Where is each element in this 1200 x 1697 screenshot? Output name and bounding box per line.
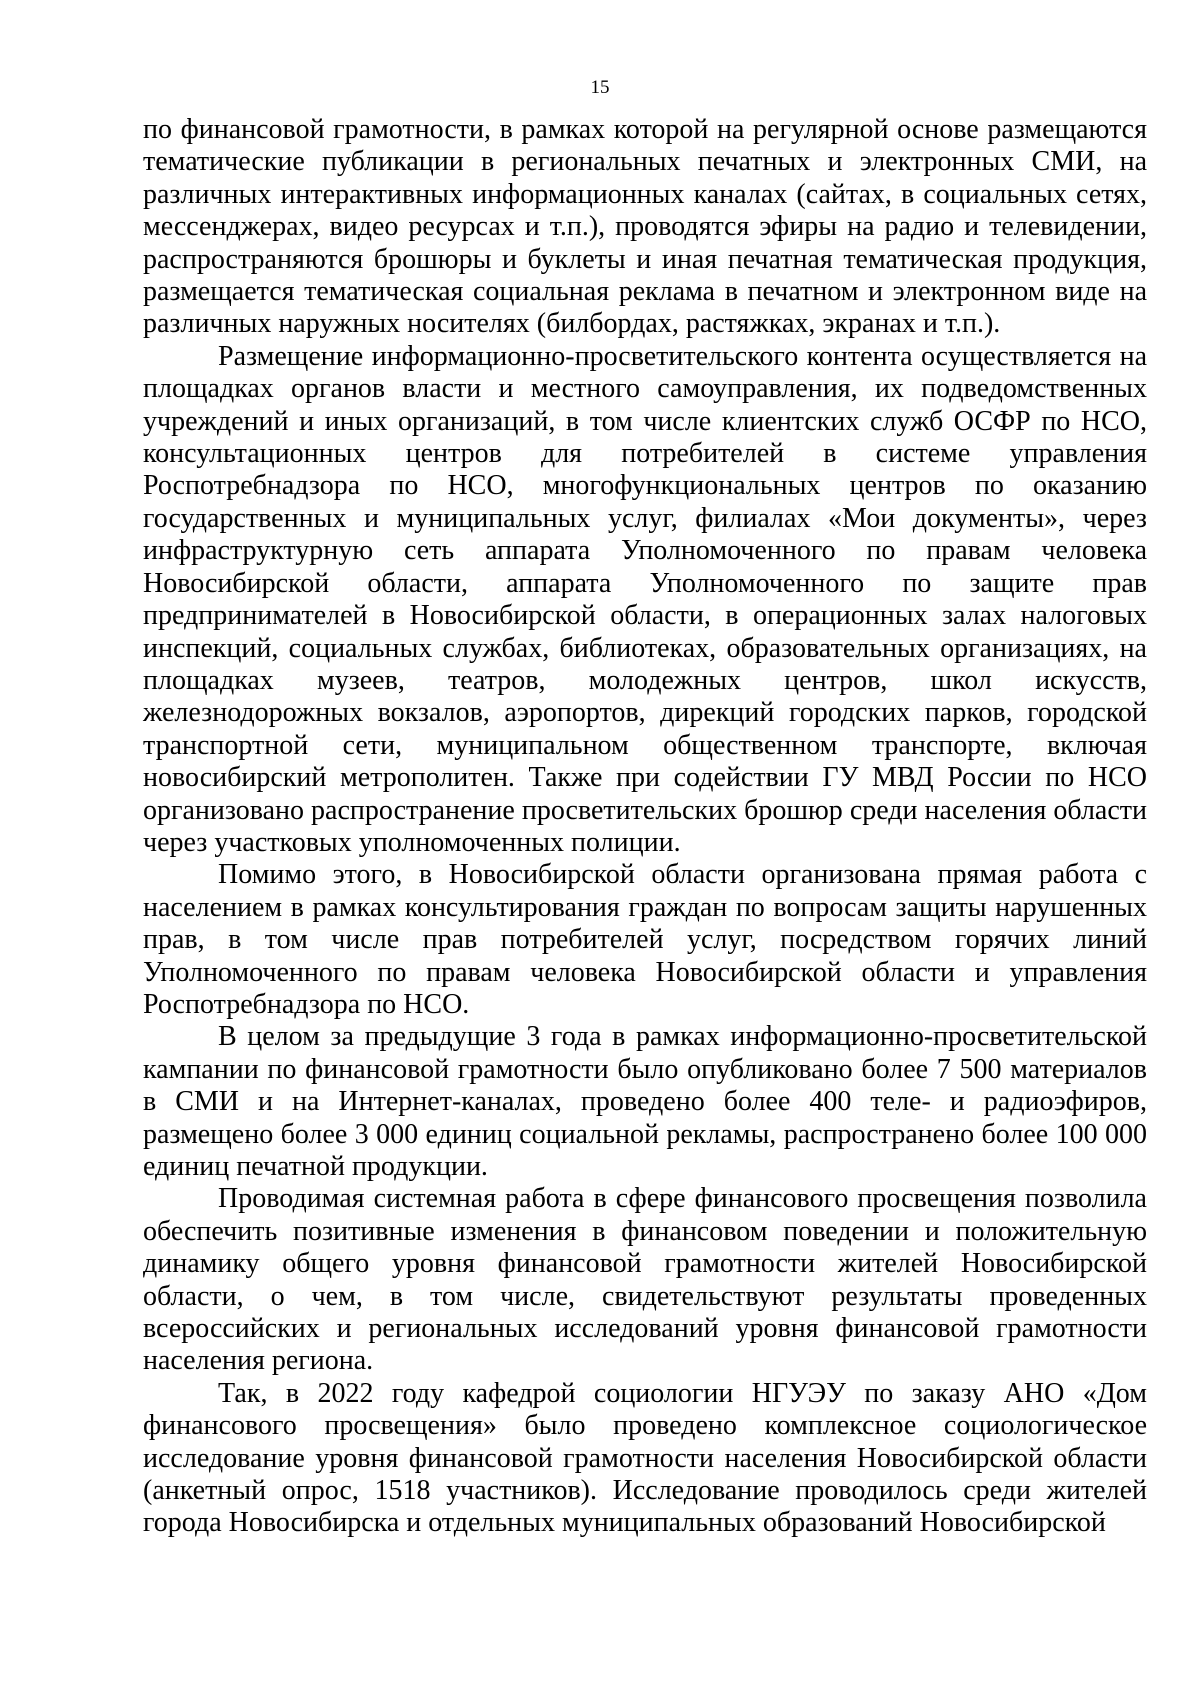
page-number: 15 bbox=[590, 77, 610, 98]
paragraph: Размещение информационно-просветительского контента осуществляется на площадках органов власти и местного самоуправления, их подведомственных учреждений и иных организаций, в том числе клиентских служб ОСФР по НСО, консультационных центров для потребителей в системе управления Роспотребнадзора по НСО, многофункциональных центров по оказанию государственных и муниципальных услуг, филиалах «Мои документы», через инфраструктурную сеть аппарата Уполномоченного по правам человека Новосибирской области, аппарата Уполномоченного по защите прав предпринимателей в Новосибирской области, в операционных залах налоговых инспекций, социальных службах, библиотеках, образовательных организациях, на площадках музеев, театров, молодежных центров, школ искусств, железнодорожных вокзалов, аэропортов, дирекций городских парков, городской транспортной сети, муниципальном общественном транспорте, включая новосибирский метрополитен. Также при содействии ГУ МВД России по НСО организовано распространение просветительских брошюр среди населения области через участковых уполномоченных полиции. bbox=[143, 340, 1147, 858]
paragraph: Помимо этого, в Новосибирской области организована прямая работа с населением в рамках консультирования граждан по вопросам защиты нарушенных прав, в том числе прав потребителей услуг, посредством горячих линий Уполномоченного по правам человека Новосибирской области и управления Роспотребнадзора по НСО. bbox=[143, 859, 1147, 1020]
paragraph: Так, в 2022 году кафедрой социологии НГУЭУ по заказу АНО «Дом финансового просвещения» было проведено комплексное социологическое исследование уровня финансовой грамотности населения Новосибирской области (анкетный опрос, 1518 участников). Исследование проводилось среди жителей города Новосибирска и отдельных муниципальных образований Новосибирской bbox=[143, 1377, 1147, 1539]
document-body bbox=[143, 114, 1147, 1540]
paragraph-continued: по финансовой грамотности, в рамках которой на регулярной основе размещаются тематические публикации в региональных печатных и электронных СМИ, на различных интерактивных информационных каналах (сайтах, в социальных сетях, мессенджерах, видео ресурсах и т.п.), проводятся эфиры на радио и телевидении, распространяются брошюры и буклеты и иная печатная тематическая продукция, размещается тематическая социальная реклама в печатном и электронном виде на различных наружных носителях (билбордах, растяжках, экранах и т.п.). bbox=[143, 114, 1147, 340]
paragraph: Проводимая системная работа в сфере финансового просвещения позволила обеспечить позитивные изменения в финансовом поведении и положительную динамику общего уровня финансовой грамотности жителей Новосибирской области, о чем, в том числе, свидетельствуют результаты проведенных всероссийских и региональных исследований уровня финансовой грамотности населения региона. bbox=[143, 1183, 1147, 1377]
paragraph: В целом за предыдущие 3 года в рамках информационно-просветительской кампании по финансовой грамотности было опубликовано более 7 500 материалов в СМИ и на Интернет-каналах, проведено более 400 теле- и радиоэфиров, размещено более 3 000 единиц социальной рекламы, распространено более 100 000 единиц печатной продукции. bbox=[143, 1021, 1147, 1182]
